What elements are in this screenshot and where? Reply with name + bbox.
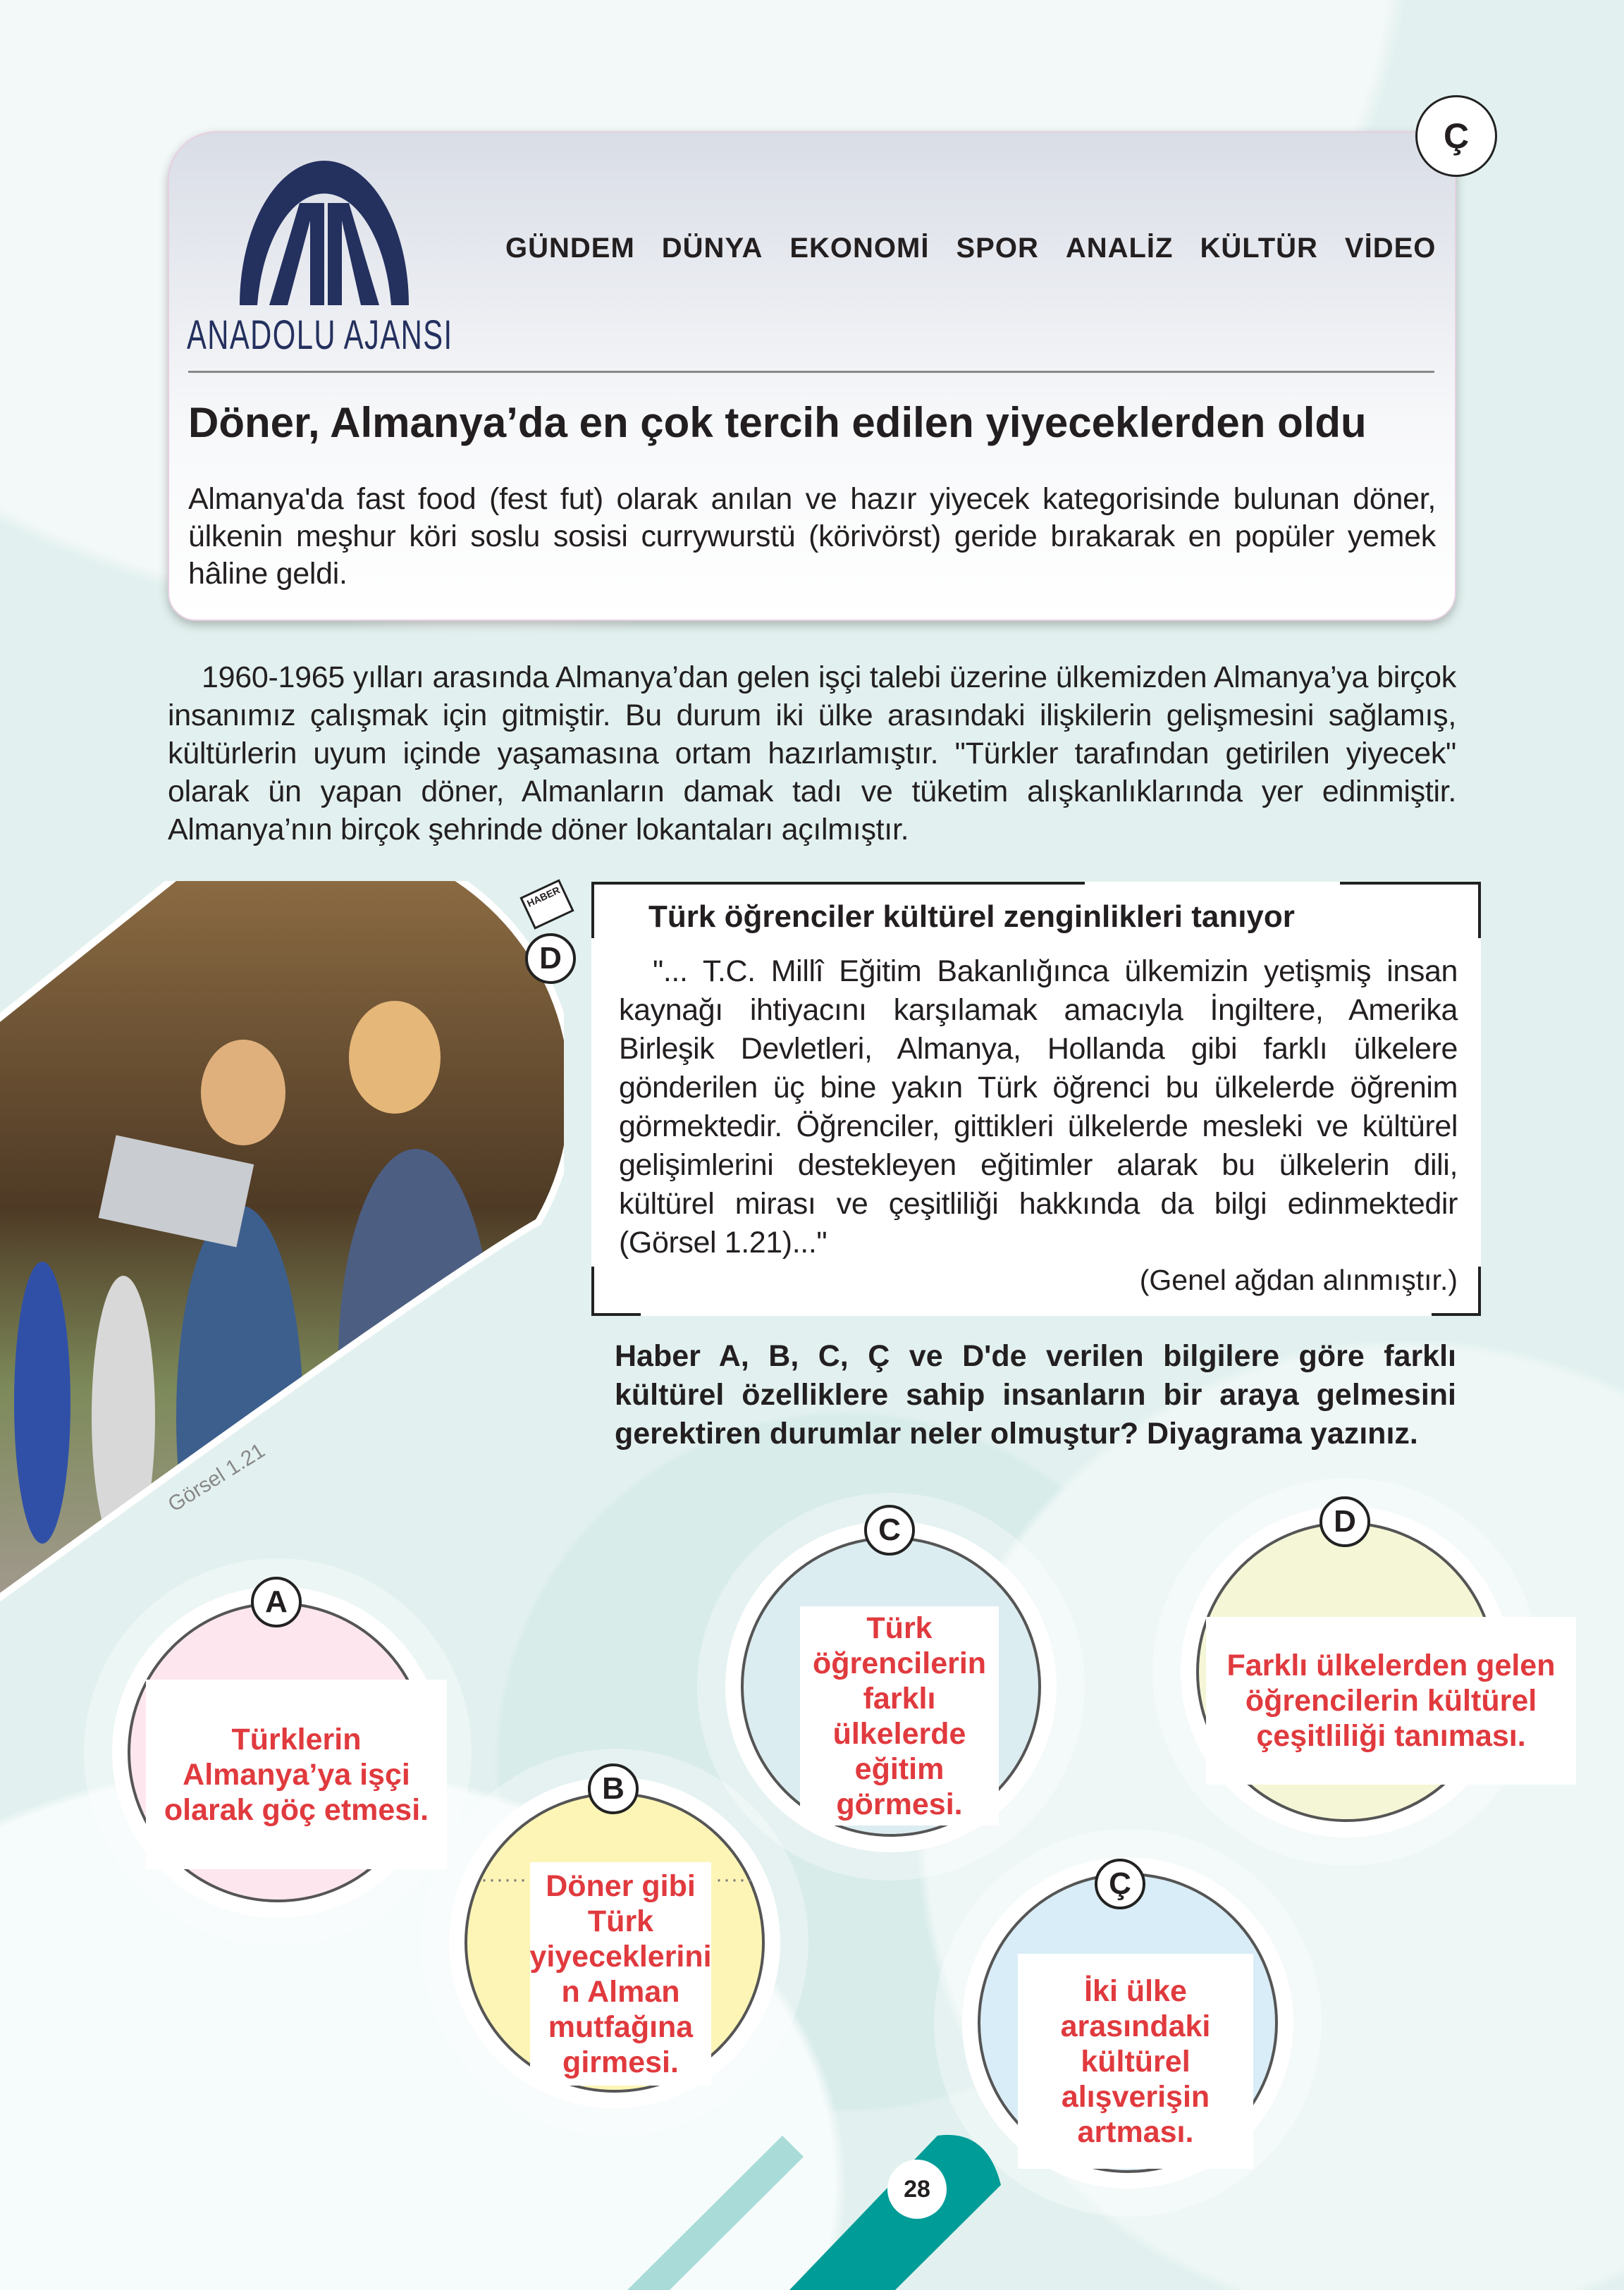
answer-field-a[interactable]: Türklerin Almanya’ya işçi olarak göç etmesi. (146, 1680, 447, 1869)
answer-field-b[interactable]: Döner gibi Türk yiyeceklerini n Alman mutfağına girmesi. (530, 1862, 711, 2086)
diagram-badge-c: C (864, 1505, 915, 1556)
diagram-badge-a: A (251, 1577, 302, 1627)
diagram-badge-cc: Ç (1095, 1859, 1145, 1909)
question-text: Haber A, B, C, Ç ve D'de verilen bilgilere göre farklı kültürel özelliklere sahip insanların bir araya gelmesini gerektiren durumlar neler olmuştur? Diyagrama yazınız. (615, 1339, 1456, 1451)
dotted-line-left: ······ (481, 1868, 527, 1891)
anadolu-logo-icon (233, 154, 416, 312)
news-d-text: "... T.C. Millî Eğitim Bakanlığınca ülkemizin yetişmiş insan kaynağı ihtiyacını karşılamak amacıyla İngiltere, Amerika Birleşik Devletleri, Almanya, Hollanda gibi farklı ülkelere gönderilen üç bine yakın Türk öğrenci bu ülkelerde öğrenim görmektedir. Öğrenciler, gittikleri ülkelerde mesleki ve kültürel gelişimlerini destekleyen eğitimler alarak bu ülkelerin dili, kültürel mirası ve çeşitliliği hakkında da bilgi edinmektedir (Görsel 1.21)..." (619, 954, 1458, 1260)
nav-item[interactable]: DÜNYA (661, 233, 763, 264)
news-d-column (591, 882, 1481, 1453)
news-nav (505, 233, 1436, 264)
page-number: 28 (887, 2160, 947, 2219)
news-d-title: Türk öğrenciler kültürel zenginlikleri tanıyor (648, 899, 1295, 934)
photo-caption: Görsel 1.21 (164, 1439, 269, 1517)
nav-item[interactable]: EKONOMİ (789, 233, 930, 264)
lead-paragraph: Almanya'da fast food (fest fut) olarak anılan ve hazır yiyecek kategorisinde bulunan döner, ülkenin meşhur köri soslu sosisi currywurstü (körivörst) geride bırakarak en popüler yemek hâline geldi. (188, 482, 1436, 591)
newspaper-icon: HABER (519, 879, 574, 930)
decor-band (0, 2107, 1624, 2290)
body-paragraph: 1960-1965 yılları arasında Almanya’dan gelen işçi talebi üzerine ülkemizden Almanya’ya birçok insanımız çalışmak için gitmiştir. Bu durum iki ülke arasındaki ilişkilerin gelişmesini sağlamış, kültürlerin uyum içinde yaşamasına ortam hazırlamıştır. "Türkler tarafından getirilen yiyecek" olarak ün yapan döner, Almanların damak tadı ve tüketim alışkanlıklarında yer edinmiştir. Almanya’nın birçok şehrinde döner lokantaları açılmıştır. (168, 660, 1456, 847)
answer-field-cc[interactable]: İki ülke arasındaki kültürel alışverişin artması. (1018, 1954, 1253, 2169)
news-badge-d: D (525, 933, 576, 984)
news-d-source: (Genel ağdan alınmıştır.) (1139, 1264, 1458, 1296)
news-box-d (591, 882, 1481, 1316)
headline: Döner, Almanya’da en çok tercih edilen yiyeceklerden oldu (188, 399, 1367, 446)
diagram-badge-d: D (1320, 1496, 1370, 1547)
answer-field-c[interactable]: Türk öğrencilerin farklı ülkelerde eğitim görmesi. (800, 1606, 999, 1826)
nav-item[interactable]: KÜLTÜR (1200, 233, 1318, 264)
logo-text: ANADOLU AJANSI (187, 312, 453, 358)
students-photo (0, 881, 564, 1607)
dotted-line-right: ····· (715, 1868, 754, 1891)
diagram-badge-b: B (588, 1763, 639, 1814)
nav-item[interactable]: ANALİZ (1065, 233, 1174, 264)
nav-item[interactable]: SPOR (956, 233, 1039, 264)
divider (188, 371, 1434, 373)
nav-item[interactable]: GÜNDEM (505, 233, 635, 264)
news-badge-c: Ç (1415, 95, 1497, 177)
answer-field-d[interactable]: Farklı ülkelerden gelen öğrencilerin kültürel çeşitliliği tanıması. (1206, 1617, 1576, 1785)
nav-item[interactable]: VİDEO (1344, 233, 1437, 264)
